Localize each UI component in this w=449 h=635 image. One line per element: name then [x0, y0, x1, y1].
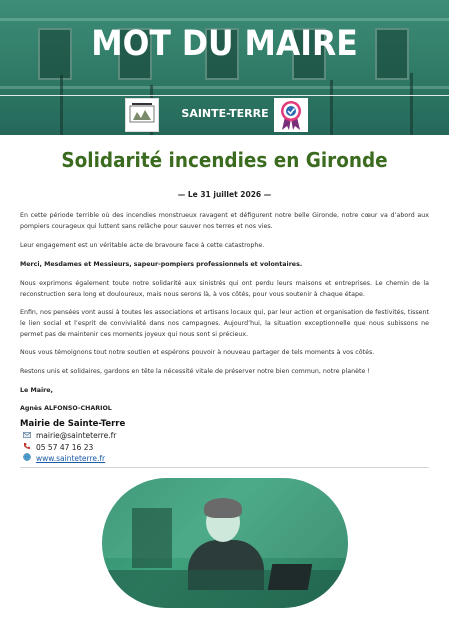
town-logo [125, 98, 159, 132]
header-banner [0, 0, 449, 135]
globe-icon [22, 453, 32, 463]
mayor-photo [102, 478, 348, 608]
award-rosette-icon [276, 99, 306, 131]
header-divider [0, 95, 449, 96]
tree-trunk [330, 80, 333, 135]
paragraph-bravery: Leur engagement est un véritable acte de bravoure face à cette catastrophe. [20, 242, 265, 249]
photo-shelf [132, 508, 172, 568]
paragraph-thanks: Merci, Mesdames et Messieurs, sapeur-pompiers professionnels et volontaires. [20, 261, 303, 268]
contact-email[interactable]: mairie@sainteterre.fr [36, 431, 117, 440]
signature-role: Le Maire, [20, 387, 53, 394]
article-title: Solidarité incendies en Gironde [61, 148, 388, 172]
label-badge [274, 98, 308, 132]
header-town-name: SAINTE-TERRE [181, 107, 269, 120]
photo-desk [102, 570, 348, 608]
contact-title: Mairie de Sainte-Terre [20, 419, 126, 429]
building-cornice [0, 18, 449, 21]
photo-person-hair [204, 498, 242, 518]
signature-name: Agnès ALFONSO-CHARIOL [20, 405, 112, 412]
phone-icon [22, 442, 32, 452]
building-balcony [0, 86, 449, 89]
paragraph-associations: Enfin, nos pensées vont aussi à toutes les associations et artisans locaux qui, par leur action et organisation de festivités, tissent le lien social et l’esprit de convivialité dans nos campagnes. Aujourd’hui, la situation exceptionnelle que nous subissons ne permet pas de maintenir ces moments joyeux qui nous sont si précieux. [20, 309, 429, 338]
paragraph-support: Nous vous témoignons tout notre soutien et espérons pouvoir à nouveau partager de tels moments à vos côtés. [20, 349, 375, 356]
contact-website-row [22, 453, 105, 463]
paragraph-closing: Restons unis et solidaires, gardons en tête la nécessité vitale de préserver notre bien commun, notre planète ! [20, 368, 370, 375]
town-crest-icon [127, 100, 157, 130]
contact-website-link[interactable]: www.sainteterre.fr [36, 453, 106, 463]
tree-trunk [410, 73, 413, 135]
envelope-icon [22, 432, 32, 440]
contact-email-row [22, 431, 116, 440]
paragraph-intro: En cette période terrible où des incendies monstrueux ravagent et défigurent notre belle Gironde, notre cœur va d’abord aux pompiers courageux qui luttent sans relâche pour sauver nos terres et nos vies. [20, 212, 429, 230]
contact-phone[interactable]: 05 57 47 16 23 [36, 442, 94, 452]
article-date: — Le 31 juillet 2026 — [177, 190, 272, 199]
tree-trunk [60, 75, 63, 135]
photo-laptop [268, 564, 313, 590]
section-divider [20, 467, 429, 468]
paragraph-solidarity: Nous exprimons également toute notre solidarité aux sinistrés qui ont perdu leurs maisons et entreprises. Le chemin de la reconstruction sera long et douloureux, mais nous serons là, à vos côtés, pour vous soutenir à chaque étape. [20, 280, 429, 298]
contact-phone-row [22, 442, 93, 452]
header-title: MOT DU MAIRE [91, 24, 358, 64]
